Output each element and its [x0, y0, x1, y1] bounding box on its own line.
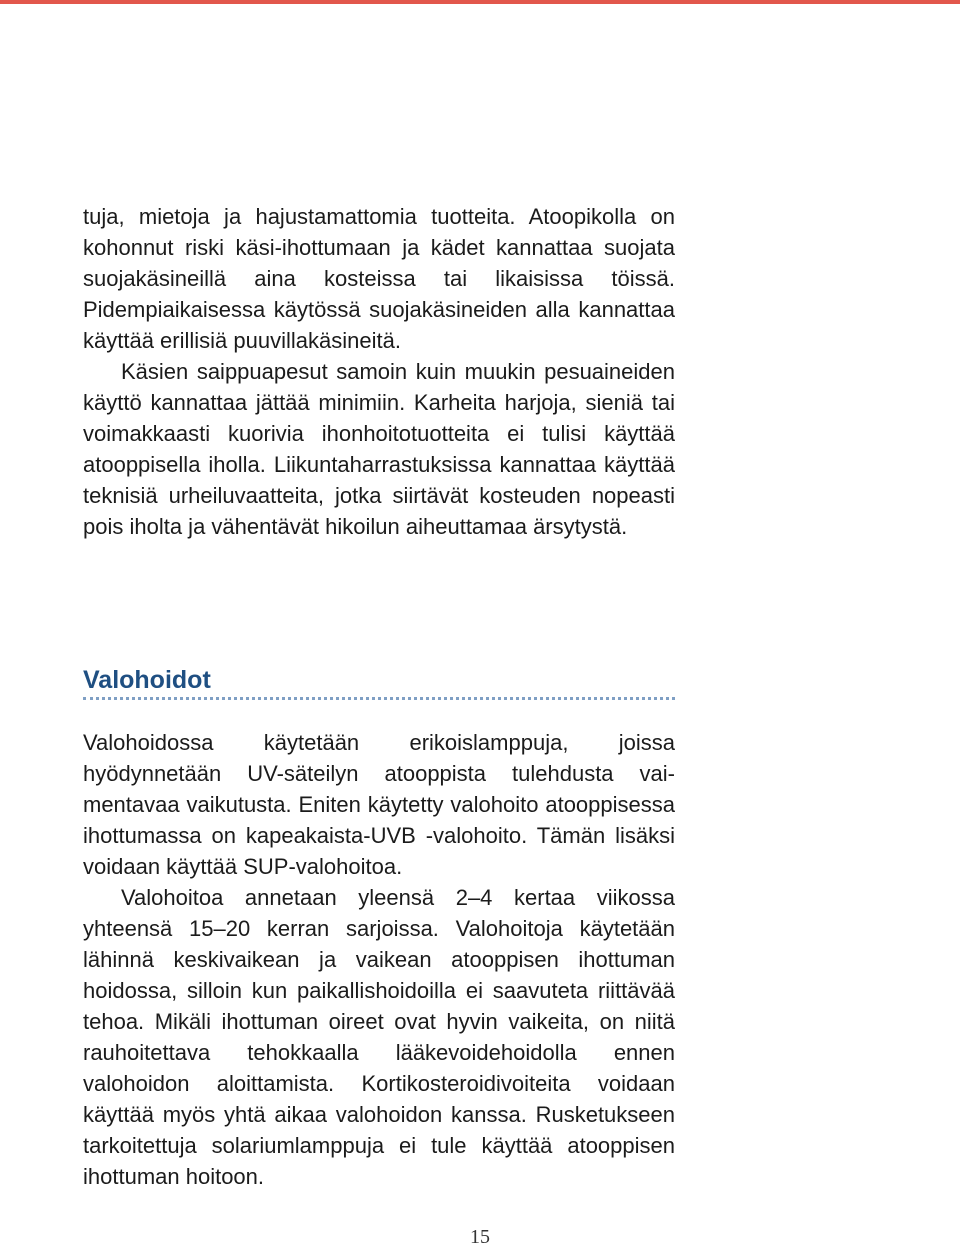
section-text-block	[83, 727, 675, 1192]
page-number: 15	[470, 1226, 490, 1248]
continued-text-block	[83, 201, 675, 542]
section-heading: Valohoidot	[83, 666, 211, 694]
paragraph: Valohoidossa käytetään erikoislamppuja, joissa hyödynnetään UV-säteilyn atooppista tulehdusta vaimentavaa vaikutusta. Eniten käytetty valohoito atooppisessa ihottumassa on kapeakaista-UVB -valohoito. Tämän lisäksi voidaan käyttää SUP-valohoitoa.	[83, 730, 675, 879]
paragraph: Käsien saippuapesut samoin kuin muukin pesuaineiden käyttö kannattaa jättää minimiin. Karheita harjoja, sieniä tai voimakkaasti kuorivia ihonhoitotuotteita ei tulisi käyttää atooppisella iholla. Liikuntaharrastuksissa kannattaa käyttää teknisiä urheiluvaatteita, jotka siirtävät kosteuden nopeasti pois iholta ja vähentävät hikoilun aiheuttamaa ärsytystä.	[83, 359, 675, 539]
heading-dotted-divider	[83, 697, 675, 700]
paragraph: Valohoitoa annetaan yleensä 2–4 kertaa viikossa yhteensä 15–20 kerran sarjoissa. Valohoitoja käytetään lähinnä keskivaikean ja vaikean atooppisen ihottuman hoidossa, silloin kun paikallishoidoilla ei saavuteta riittävää tehoa. Mikäli ihottuman oireet ovat hyvin vaikeita, on niitä rauhoitettava tehokkaalla lääkevoidehoidolla ennen valohoidon aloittamista. Kortikosteroidivoiteita voidaan käyttää myös yhtä aikaa valohoidon kanssa. Rusketukseen tarkoitettuja solariumlamppuja ei tule käyttää atooppisen ihottuman hoitoon.	[83, 885, 675, 1189]
top-accent-rule	[0, 0, 960, 4]
paragraph: tuja, mietoja ja hajustamattomia tuotteita. Atoopikolla on kohonnut riski käsi-ihottumaan ja kädet kannattaa suojata suojakäsineillä aina kosteissa tai likaisissa töissä. Pidempiaikaisessa käytössä suojakäsineiden alla kannattaa käyttää erillisiä puuvillakäsineitä.	[83, 204, 675, 353]
